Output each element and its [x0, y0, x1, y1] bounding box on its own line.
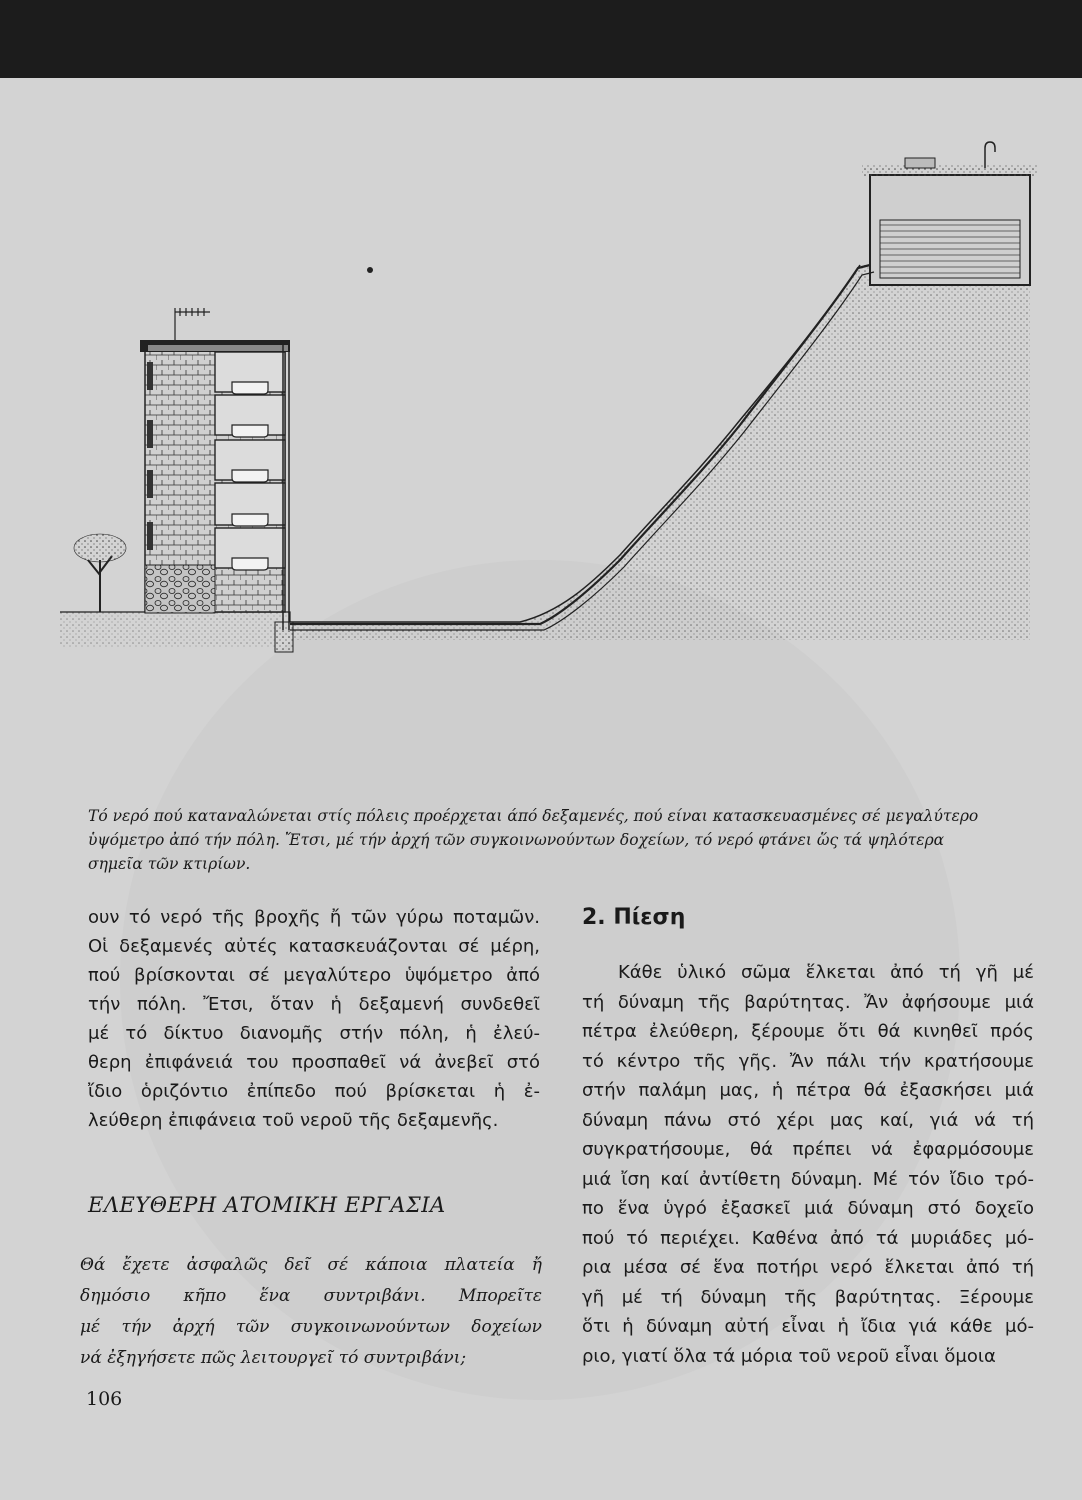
text-line: τήν πόλη. Ἔτσι, ὅταν ἡ δεξαμενή συνδεθεῖ [88, 994, 540, 1015]
text-line: πού βρίσκονται σέ μεγαλύτερο ὑψόμετρο ἀπό [88, 965, 540, 986]
text-line: ἴδιο ὁριζόντιο ἐπίπεδο πού βρίσκεται ἡ ἐ- [88, 1081, 540, 1102]
caption-line: ὑψόμετρο ἀπό τήν πόλη. Ἔτσι, μέ τήν ἀρχή τῶν συγκοινωνούντων δοχείων, τό νερό φτάνει ὥς τά ψηλότερα [88, 831, 945, 849]
text-line: συγκρατήσουμε, θά πρέπει νά ἐφαρμόσουμε [582, 1139, 1034, 1160]
section-heading: 2. Πίεση [582, 905, 686, 930]
text-line: μέ τήν ἀρχή τῶν συγκοινωνούντων δοχείων [80, 1317, 542, 1337]
caption-line: Τό νερό πού καταναλώνεται στίς πόλεις προέρχεται άπό δεξαμενές, πού είναι κατασκευασμένες σέ μεγαλύτερο [88, 807, 979, 825]
figure-caption [88, 804, 1018, 876]
text-line: ριο, γιατί ὅλα τά μόρια τοῦ νεροῦ εἶναι ὅμοια [582, 1345, 996, 1367]
left-column-text [88, 903, 540, 1135]
exercise-heading: ΕΛΕΥΘΕΡΗ ΑΤΟΜΙΚΗ ΕΡΓΑΣΙΑ [88, 1193, 446, 1217]
text-line: λεύθερη ἐπιφάνεια τοῦ νεροῦ τῆς δεξαμενῆς. [88, 1110, 499, 1131]
text-line: δημόσιο κῆπο ἕνα συντριβάνι. Μπορεῖτε [80, 1286, 542, 1306]
text-line: μέ τό δίκτυο διανομῆς στήν πόλη, ἡ ἐλεύ- [88, 1023, 540, 1044]
page-number: 106 [86, 1388, 123, 1410]
text-line: τή δύναμη τῆς βαρύτητας. Ἄν ἀφήσουμε μιά [582, 991, 1034, 1013]
text-line: Οἱ δεξαμενές αὐτές κατασκευάζονται σέ μέρη, [88, 936, 540, 957]
caption-line: σημεῖα τῶν κτιρίων. [88, 855, 251, 873]
right-column-text [582, 958, 1034, 1371]
text-line: ὅτι ἡ δύναμη αὐτή εἶναι ἡ ἴδια γιά κάθε μό- [582, 1316, 1034, 1337]
text-line: ουν τό νερό τῆς βροχῆς ἤ τῶν γύρω ποταμῶν. [88, 907, 540, 928]
text-line: τό κέντρο τῆς γῆς. Ἄν πάλι τήν κρατήσουμε [582, 1050, 1034, 1072]
exercise-text [80, 1250, 542, 1374]
text-line: πέτρα ἐλεύθερη, ξέρουμε ὅτι θά κινηθεῖ πρός [582, 1021, 1034, 1042]
text-line: μιά ἴση καί ἀντίθετη δύναμη. Μέ τόν ἴδιο τρό- [582, 1168, 1034, 1190]
text-line: νά ἐξηγήσετε πῶς λειτουργεῖ τό συντριβάνι; [80, 1348, 467, 1368]
text-line: στήν παλάμη μας, ἡ πέτρα θά ἐξασκήσει μιά [582, 1080, 1034, 1101]
text-line: Κάθε ὑλικό σῶμα ἕλκεται ἀπό τή γῆ μέ [618, 962, 1034, 983]
text-line: ρια μέσα σέ ἕνα ποτήρι νερό ἕλκεται ἀπό τή [582, 1257, 1034, 1278]
text-line: θερη ἐπιφάνειά του προσπαθεῖ νά ἀνεβεῖ στό [88, 1052, 540, 1073]
text-line: γῆ μέ τή δύναμη τῆς βαρύτητας. Ξέρουμε [582, 1286, 1034, 1308]
text-line: Θά ἔχετε ἀσφαλῶς δεῖ σέ κάποια πλατεία ἤ [80, 1255, 542, 1275]
text-line: δύναμη πάνω στό χέρι μας καί, γιά νά τή [582, 1109, 1034, 1131]
text-line: πο ἕνα ὑγρό ἐξασκεῖ μιά δύναμη στό δοχεῖο [582, 1198, 1034, 1219]
text-line: πού τό περιέχει. Καθένα ἀπό τά μυριάδες μό- [582, 1227, 1034, 1249]
